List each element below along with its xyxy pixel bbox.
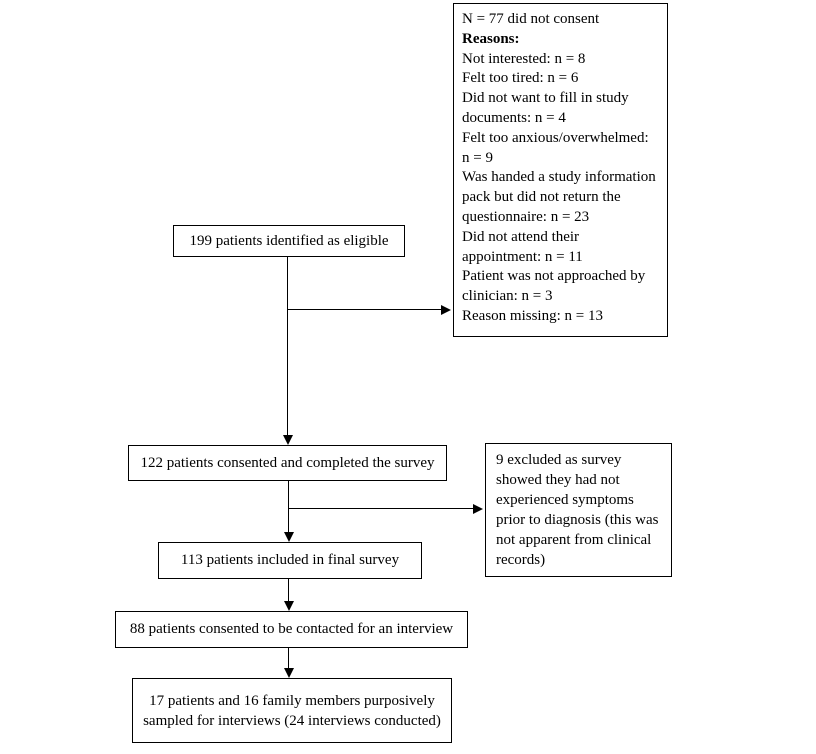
sampled-box-text: 17 patients and 16 family members purposively sampled for interviews (24 interviews conducted) [143,692,441,729]
sampled-box [132,678,452,743]
excluded-box-text: 9 excluded as survey showed they had not experienced symptoms prior to diagnosis (this was not apparent from clinical records) [496,452,659,568]
arrowhead-down-icon [284,601,294,611]
not-consent-title: N = 77 did not consent [462,11,600,27]
reason-item: Patient was not approached by clinician: n = 3 [462,268,646,305]
arrowhead-right-icon [473,504,483,514]
reason-item: Was handed a study information pack but did not return the questionnaire: n = 23 [462,169,656,225]
reasons-label: Reasons: [462,30,520,47]
eligible-box [173,225,405,257]
connector-survey-to-final [288,481,289,532]
arrowhead-down-icon [284,532,294,542]
connector-final-to-interview [288,579,289,601]
arrowhead-down-icon [284,668,294,678]
reason-item: Not interested: n = 8 [462,50,586,67]
connector-to-not-consent [287,309,441,310]
survey-box [128,445,447,481]
interview-box-text: 88 patients consented to be contacted for an interview [129,621,454,637]
final-box [158,542,422,579]
connector-interview-to-sampled [288,648,289,668]
reason-item: Felt too anxious/overwhelmed: n = 9 [462,129,649,166]
not-consent-box [453,3,668,337]
connector-eligible-to-survey [287,257,288,435]
reason-item: Reason missing: n = 13 [462,307,603,324]
survey-box-text: 122 patients consented and completed the survey [140,454,435,471]
reason-item: Did not want to fill in study documents: n = 4 [462,90,629,126]
final-box-text: 113 patients included in final survey [180,552,400,568]
excluded-box [485,443,672,577]
eligible-box-text: 199 patients identified as eligible [189,232,389,249]
connector-to-excluded [288,508,473,509]
reason-item: Felt too tired: n = 6 [462,70,579,87]
interview-box [115,611,468,648]
reason-item: Did not attend their appointment: n = 11 [462,228,583,265]
arrowhead-down-icon [283,435,293,445]
arrowhead-right-icon [441,305,451,315]
